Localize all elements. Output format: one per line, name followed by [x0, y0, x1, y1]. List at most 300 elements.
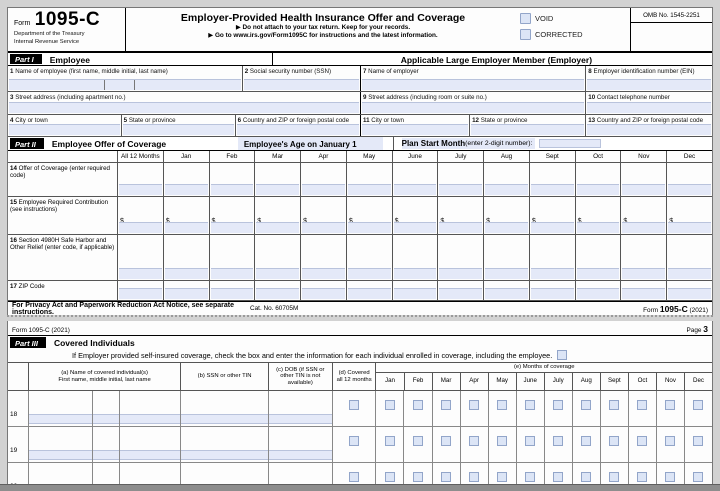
part2-row-16-cell-dec [666, 235, 712, 280]
form-footer-ref: Form 1095-C (2021) [643, 303, 708, 314]
field-12-state: 12 State or province [469, 115, 585, 136]
part3-row-19-covered-12-months [332, 427, 376, 462]
part2-row-16-cell-apr [300, 235, 346, 280]
part2-row-16-cell-all-12-months [118, 235, 163, 280]
part2-row-15-cell-june [392, 197, 438, 234]
part3-row-19-first-name [28, 427, 93, 462]
part3-row-18-apr-checkbox[interactable] [469, 400, 479, 410]
part1-badge: Part I [10, 54, 42, 64]
void-corrected-block [520, 8, 630, 51]
part3-row-19-apr-checkbox[interactable] [469, 436, 479, 446]
dept-line2: Internal Revenue Service [14, 38, 80, 45]
part2-col-aug: Aug [483, 151, 529, 162]
form-1095c-sheet [7, 7, 713, 315]
part3-row-19-sept-checkbox[interactable] [609, 436, 619, 446]
part2-row-15-input-nov[interactable] [622, 222, 665, 233]
part3-month-apr: Apr [460, 373, 488, 390]
part3-row-18-dob [268, 391, 332, 426]
field-12-input[interactable] [471, 124, 584, 135]
field-8-ein: 8 Employer identification number (EIN) [585, 66, 712, 91]
part2-row-17-input-nov[interactable] [622, 288, 665, 299]
part2-col-may: May [346, 151, 392, 162]
part3-row-18-ssn-input[interactable] [181, 414, 267, 424]
part2-row-17-label [8, 281, 118, 300]
part2-row-15-input-mar[interactable] [256, 222, 299, 233]
part2-row-15-cell-july [437, 197, 483, 234]
part3-row-18-middle-initial [92, 391, 118, 426]
part2-row-16-label [8, 235, 118, 280]
part3-row-20-jan-checkbox[interactable] [385, 472, 395, 482]
part2-row-17-input-jan[interactable] [165, 288, 208, 299]
part3-bar [8, 336, 712, 363]
omb-box [630, 8, 712, 51]
part2-row-15-input-aug[interactable] [485, 222, 528, 233]
part3-row-18-may-checkbox[interactable] [497, 400, 507, 410]
part2-row-17-input-apr[interactable] [302, 288, 345, 299]
part2-row-16-input-june[interactable] [394, 268, 437, 279]
part3-row-20-mar-checkbox[interactable] [441, 472, 451, 482]
part3-row-20-dec-checkbox[interactable] [693, 472, 703, 482]
part2-col-feb: Feb [209, 151, 255, 162]
field-2-input[interactable] [244, 79, 359, 90]
part3-row-18-month-apr [460, 391, 488, 426]
part2-row-14-label-text: 14 Offer of Coverage (enter required code) [10, 164, 110, 179]
part3-row-18-jan-checkbox[interactable] [385, 400, 395, 410]
part3-row-18-july-checkbox[interactable] [553, 400, 563, 410]
part3-row-19-month-sept [600, 427, 628, 462]
part3-row-19-dec-checkbox[interactable] [693, 436, 703, 446]
part3-row-18-month-feb [403, 391, 431, 426]
part2-col-nov: Nov [620, 151, 666, 162]
form-title: Employer-Provided Health Insurance Offer and Coverage [180, 12, 466, 24]
page3-header [8, 321, 712, 336]
part3-row-20-aug-checkbox[interactable] [581, 472, 591, 482]
part3-title: Covered Individuals [53, 338, 135, 348]
part2-row-14-input-july[interactable] [439, 184, 482, 195]
corrected-label: CORRECTED [535, 30, 583, 39]
part2-row-15-cell-jan [163, 197, 209, 234]
part2-row-17-cell-nov [620, 281, 666, 300]
part3-row-18-month-july [544, 391, 572, 426]
part2-row-17-cell-dec [666, 281, 712, 300]
part3-row-18-month-may [488, 391, 516, 426]
part2-col-apr: Apr [300, 151, 346, 162]
part2-row-16-input-aug[interactable] [485, 268, 528, 279]
part3-row-20-june-checkbox[interactable] [525, 472, 535, 482]
part3-row-20-feb-checkbox[interactable] [413, 472, 423, 482]
part3-month-nov: Nov [656, 373, 684, 390]
part2-table-body [8, 163, 712, 301]
part3-row-18-covered-12-months-checkbox[interactable] [349, 400, 359, 410]
field-11-city: 11 City or town [360, 115, 469, 136]
part2-row-15-input-apr[interactable] [302, 222, 345, 233]
field-7-employer-name: 7 Name of employer [360, 66, 585, 91]
field-4-city: 4 City or town [8, 115, 121, 136]
part2-row-14-cell-oct [575, 163, 621, 196]
dept-line1: Department of the Treasury [14, 31, 85, 37]
plan-start-label: Plan Start Month [401, 139, 466, 148]
field-13-input[interactable] [587, 124, 711, 135]
part3-row-19-dob-input[interactable] [269, 450, 332, 460]
plan-start-month-input[interactable] [539, 139, 601, 148]
part2-row-15-label [8, 197, 118, 234]
part3-row-18-month-nov [656, 391, 684, 426]
part3-row-19-month-dec [684, 427, 712, 462]
form-word: Form [14, 20, 31, 27]
part3-row-19-feb-checkbox[interactable] [413, 436, 423, 446]
part2-row-15-cell-aug [483, 197, 529, 234]
part2-row-17-input-all-12-months[interactable] [119, 288, 162, 299]
part3-row-18-first-name-input[interactable] [29, 414, 93, 424]
part3-row-18-first-name [28, 391, 93, 426]
part2-row-15-cell-oct [575, 197, 621, 234]
part3-row-19-middle-initial-input[interactable] [93, 450, 118, 460]
page-bottom-edge [0, 484, 720, 491]
part3-row-18-last-name-input[interactable] [120, 414, 181, 424]
part3-row-18-month-june [516, 391, 544, 426]
part2-row-14-cell-dec [666, 163, 712, 196]
part3-row-18-month-mar [432, 391, 460, 426]
part3-row-19-aug-checkbox[interactable] [581, 436, 591, 446]
part3-row-18-middle-initial-input[interactable] [93, 414, 118, 424]
part2-header-spacer [8, 151, 118, 162]
part2-row-16-input-nov[interactable] [622, 268, 665, 279]
part3-row-20-may-checkbox[interactable] [497, 472, 507, 482]
part2-row-14-input-nov[interactable] [622, 184, 665, 195]
field-10-input[interactable] [587, 102, 711, 113]
part3-table-header [8, 363, 712, 391]
part2-row-16-input-july[interactable] [439, 268, 482, 279]
part2-col-dec: Dec [666, 151, 712, 162]
part3-row-19-month-july [544, 427, 572, 462]
part3-row-19-nov-checkbox[interactable] [665, 436, 675, 446]
part3-row-19-month-mar [432, 427, 460, 462]
part2-row-15-cell-feb [209, 197, 255, 234]
months-of-coverage-label: (e) Months of coverage [376, 363, 712, 373]
field-4-input[interactable] [9, 124, 120, 135]
part2-plan-start [393, 137, 712, 150]
part2-row-17-cell-oct [575, 281, 621, 300]
field-6-country-zip: 6 Country and ZIP or foreign postal code [235, 115, 360, 136]
part1-row-c [8, 115, 712, 137]
part2-row-14-cell-feb [209, 163, 255, 196]
row-number-label: 18 [10, 411, 18, 418]
part3-row-19-last-name [119, 427, 181, 462]
part2-row-16-cell-nov [620, 235, 666, 280]
part3-month-mar: Mar [432, 373, 460, 390]
field-8-input[interactable] [587, 79, 711, 90]
part3-row-18-mar-checkbox[interactable] [441, 400, 451, 410]
part3-row-18-ssn [180, 391, 267, 426]
part3-table-body [8, 391, 712, 491]
part3-row-19-month-oct [628, 427, 656, 462]
part3-row-19-number [8, 427, 28, 462]
part2-row-17-cell-sept [529, 281, 575, 300]
part3-row-20-apr-checkbox[interactable] [469, 472, 479, 482]
part3-row-19-mar-checkbox[interactable] [441, 436, 451, 446]
part3-row-20-july-checkbox[interactable] [553, 472, 563, 482]
part2-row-16 [8, 235, 712, 281]
field-3-street-address: 3 Street address (including apartment no.) [8, 92, 360, 114]
part2-row-15-input-july[interactable] [439, 222, 482, 233]
part3-row-18-covered-12-months [332, 391, 376, 426]
part2-row-14-cell-apr [300, 163, 346, 196]
part2-age-label: Employee's Age on January 1 [238, 137, 383, 150]
part3-col-e-header [375, 363, 712, 390]
part3-month-dec: Dec [684, 373, 712, 390]
part3-row-19-month-may [488, 427, 516, 462]
part2-row-14-input-dec[interactable] [668, 184, 711, 195]
part3-row-18-oct-checkbox[interactable] [637, 400, 647, 410]
part2-row-16-input-oct[interactable] [577, 268, 620, 279]
field-11-input[interactable] [362, 124, 468, 135]
part3-row-18-feb-checkbox[interactable] [413, 400, 423, 410]
part2-row-17-input-feb[interactable] [211, 288, 254, 299]
part2-row-14-input-oct[interactable] [577, 184, 620, 195]
part3-row-18-sept-checkbox[interactable] [609, 400, 619, 410]
part3-row-19-may-checkbox[interactable] [497, 436, 507, 446]
field-6-input[interactable] [237, 124, 359, 135]
part3-row-20-nov-checkbox[interactable] [665, 472, 675, 482]
part2-row-17-input-sept[interactable] [531, 288, 574, 299]
part2-row-15-cell-mar [254, 197, 300, 234]
page-break-area [7, 312, 713, 491]
part3-header-rownum [8, 363, 28, 390]
part3-month-names [376, 373, 712, 390]
part2-row-15-input-jan[interactable] [165, 222, 208, 233]
part2-row-17-label-text: 17 ZIP Code [10, 282, 45, 290]
part2-row-15-input-may[interactable] [348, 222, 391, 233]
part2-row-17-input-july[interactable] [439, 288, 482, 299]
field-2-ssn: 2 Social security number (SSN) [242, 66, 360, 91]
part2-row-17-input-aug[interactable] [485, 288, 528, 299]
part3-row-19-june-checkbox[interactable] [525, 436, 535, 446]
part3-row-19-middle-initial [92, 427, 118, 462]
part3-row-18-month-oct [628, 391, 656, 426]
part2-row-14-cell-may [346, 163, 392, 196]
part3-col-c-header: (c) DOB (if SSN or other TIN is not available) [268, 363, 332, 390]
part3-month-aug: Aug [572, 373, 600, 390]
part2-row-15-cell-nov [620, 197, 666, 234]
part2-row-14-input-apr[interactable] [302, 184, 345, 195]
part3-col-d-header: (d) Covered all 12 months [332, 363, 376, 390]
part2-row-17-input-may[interactable] [348, 288, 391, 299]
part3-month-may: May [488, 373, 516, 390]
omb-number: OMB No. 1545-2251 [631, 8, 712, 23]
part2-row-14-input-sept[interactable] [531, 184, 574, 195]
part2-row-15-label-text: 15 Employee Required Contribution (see instructions) [10, 198, 109, 213]
part2-row-16-input-all-12-months[interactable] [119, 268, 162, 279]
part2-row-14-cell-aug [483, 163, 529, 196]
part2-col-mar: Mar [254, 151, 300, 162]
part2-row-15-input-feb[interactable] [211, 222, 254, 233]
part3-row-19-months [375, 427, 712, 462]
part2-row-16-input-apr[interactable] [302, 268, 345, 279]
part3-row-18-month-dec [684, 391, 712, 426]
part2-row-16-cell-june [392, 235, 438, 280]
void-checkbox[interactable] [520, 13, 531, 24]
page3-page-number: Page 3 [686, 324, 708, 334]
part2-row-17-cell-feb [209, 281, 255, 300]
part3-row-19-jan-checkbox[interactable] [385, 436, 395, 446]
part2-row-14-input-aug[interactable] [485, 184, 528, 195]
part3-row-18-dec-checkbox[interactable] [693, 400, 703, 410]
part2-row-16-input-may[interactable] [348, 268, 391, 279]
part2-row-15-cell-sept [529, 197, 575, 234]
part2-row-16-cell-oct [575, 235, 621, 280]
part3-row-19-ssn [180, 427, 267, 462]
part2-row-14-input-jan[interactable] [165, 184, 208, 195]
field-1-divider [134, 80, 135, 90]
field-1-employee-name: 1 Name of employee (first name, middle initial, last name) [8, 66, 242, 91]
part3-row-18-nov-checkbox[interactable] [665, 400, 675, 410]
part3-row-19 [8, 427, 712, 463]
part3-row-18-month-jan [376, 391, 403, 426]
part2-row-15-cell-all-12-months [118, 197, 163, 234]
part2-row-17-input-oct[interactable] [577, 288, 620, 299]
part3-month-july: July [544, 373, 572, 390]
perforation-line [7, 315, 713, 317]
part2-col-oct: Oct [575, 151, 621, 162]
part3-row-19-month-apr [460, 427, 488, 462]
part2-col-all-12-months: All 12 Months [121, 153, 160, 160]
part2-row-14-label [8, 163, 118, 196]
field-3-input[interactable] [9, 102, 359, 113]
part2-row-16-input-feb[interactable] [211, 268, 254, 279]
part1-employer-title: Applicable Large Employer Member (Employer) [272, 53, 712, 65]
part2-row-16-input-dec[interactable] [668, 268, 711, 279]
part2-row-17-input-june[interactable] [394, 288, 437, 299]
part2-row-14-input-may[interactable] [348, 184, 391, 195]
part3-badge: Part III [10, 337, 46, 348]
part3-row-19-july-checkbox[interactable] [553, 436, 563, 446]
privacy-notice: For Privacy Act and Paperwork Reduction Act Notice, see separate instructions. [12, 301, 235, 316]
part2-row-16-cell-sept [529, 235, 575, 280]
part2-month-header [8, 151, 712, 163]
part2-row-15-input-oct[interactable] [577, 222, 620, 233]
part3-row-19-covered-12-months-checkbox[interactable] [349, 436, 359, 446]
form-instruction-1: ▶ Do not attach to your tax return. Keep for your records. [235, 24, 411, 31]
part3-row-20-oct-checkbox[interactable] [637, 472, 647, 482]
field-10-contact-phone: 10 Contact telephone number [585, 92, 712, 114]
part2-badge: Part II [10, 138, 44, 149]
part3-month-oct: Oct [628, 373, 656, 390]
part3-row-18-june-checkbox[interactable] [525, 400, 535, 410]
form-instruction-2: ▶ Go to www.irs.gov/Form1095C for instructions and the latest information. [208, 32, 438, 39]
part2-row-14-cell-nov [620, 163, 666, 196]
part2-row-14-cell-mar [254, 163, 300, 196]
field-7-input[interactable] [362, 79, 584, 90]
part2-row-14-cell-sept [529, 163, 575, 196]
form-id-block [8, 8, 126, 51]
part2-row-16-input-mar[interactable] [256, 268, 299, 279]
part2-row-17-input-mar[interactable] [256, 288, 299, 299]
part2-col-july: July [437, 151, 483, 162]
form-1095c-page3 [7, 321, 713, 491]
part2-row-14-input-all-12-months[interactable] [119, 184, 162, 195]
part2-row-17-cell-all-12-months [118, 281, 163, 300]
part2-row-14-input-mar[interactable] [256, 184, 299, 195]
row-number-label: 19 [10, 447, 18, 454]
part2-row-16-input-sept[interactable] [531, 268, 574, 279]
part2-row-16-cell-july [437, 235, 483, 280]
part2-row-16-cell-may [346, 235, 392, 280]
part2-row-16-label-text: 16 Section 4980H Safe Harbor and Other Relief (enter code, if applicable) [10, 236, 115, 251]
part3-row-19-dob [268, 427, 332, 462]
part2-row-15 [8, 197, 712, 235]
part3-row-19-month-aug [572, 427, 600, 462]
part2-row-14-cell-jan [163, 163, 209, 196]
part3-row-19-first-name-input[interactable] [29, 450, 93, 460]
part2-row-16-cell-jan [163, 235, 209, 280]
field-5-input[interactable] [123, 124, 234, 135]
part2-row-16-input-jan[interactable] [165, 268, 208, 279]
part2-row-15-input-sept[interactable] [531, 222, 574, 233]
part2-row-15-input-all-12-months[interactable] [119, 222, 162, 233]
part2-col-sept: Sept [529, 151, 575, 162]
part3-month-sept: Sept [600, 373, 628, 390]
part2-row-14-input-feb[interactable] [211, 184, 254, 195]
void-label: VOID [535, 14, 554, 23]
part3-row-19-month-nov [656, 427, 684, 462]
part1-bar [8, 53, 712, 66]
part3-row-19-ssn-input[interactable] [181, 450, 267, 460]
part3-subtitle: If Employer provided self-insured coverage, check the box and enter the information for each individual enrolled in coverage, including the employee. [72, 350, 553, 360]
part3-col-b-header: (b) SSN or other TIN [180, 363, 267, 390]
part3-row-20-covered-12-months-checkbox[interactable] [349, 472, 359, 482]
part2-bar [8, 137, 712, 151]
part3-row-18-number [8, 391, 28, 426]
part2-row-17 [8, 281, 712, 301]
catalog-number: Cat. No. 60705M [250, 305, 299, 312]
part3-row-18-aug-checkbox[interactable] [581, 400, 591, 410]
part2-row-17-cell-june [392, 281, 438, 300]
part2-row-14-cell-july [437, 163, 483, 196]
part2-row-17-cell-may [346, 281, 392, 300]
part2-title: Employee Offer of Coverage [51, 139, 167, 149]
part2-row-15-cell-dec [666, 197, 712, 234]
self-insured-coverage-checkbox[interactable] [557, 350, 567, 360]
part2-row-17-input-dec[interactable] [668, 288, 711, 299]
part2-row-17-cell-aug [483, 281, 529, 300]
part3-row-19-last-name-input[interactable] [120, 450, 181, 460]
part3-row-19-oct-checkbox[interactable] [637, 436, 647, 446]
part1-row-b [8, 92, 712, 115]
part2-row-16-cell-feb [209, 235, 255, 280]
part3-row-18-month-sept [600, 391, 628, 426]
part3-row-20-sept-checkbox[interactable] [609, 472, 619, 482]
part3-row-18-dob-input[interactable] [269, 414, 332, 424]
field-1-divider [104, 80, 105, 90]
part3-row-19-month-feb [403, 427, 431, 462]
part2-row-14-input-june[interactable] [394, 184, 437, 195]
corrected-checkbox[interactable] [520, 29, 531, 40]
part3-col-a-header: (a) Name of covered individual(s) First name, middle initial, last name [28, 363, 181, 390]
form-number: 1095-C [34, 9, 101, 30]
part3-row-18-last-name [119, 391, 181, 426]
field-9-street-address: 9 Street address (including room or suite no.) [360, 92, 585, 114]
part3-row-18 [8, 391, 712, 427]
field-9-input[interactable] [362, 102, 584, 113]
plan-start-note: (enter 2-digit number): [465, 140, 533, 147]
part2-row-14-cell-all-12-months [118, 163, 163, 196]
page3-form-ref: Form 1095-C (2021) [12, 327, 70, 334]
part2-row-15-input-june[interactable] [394, 222, 437, 233]
field-5-state: 5 State or province [121, 115, 235, 136]
part2-row-15-input-dec[interactable] [668, 222, 711, 233]
part1-row-a [8, 66, 712, 92]
field-1-input[interactable] [9, 79, 241, 90]
